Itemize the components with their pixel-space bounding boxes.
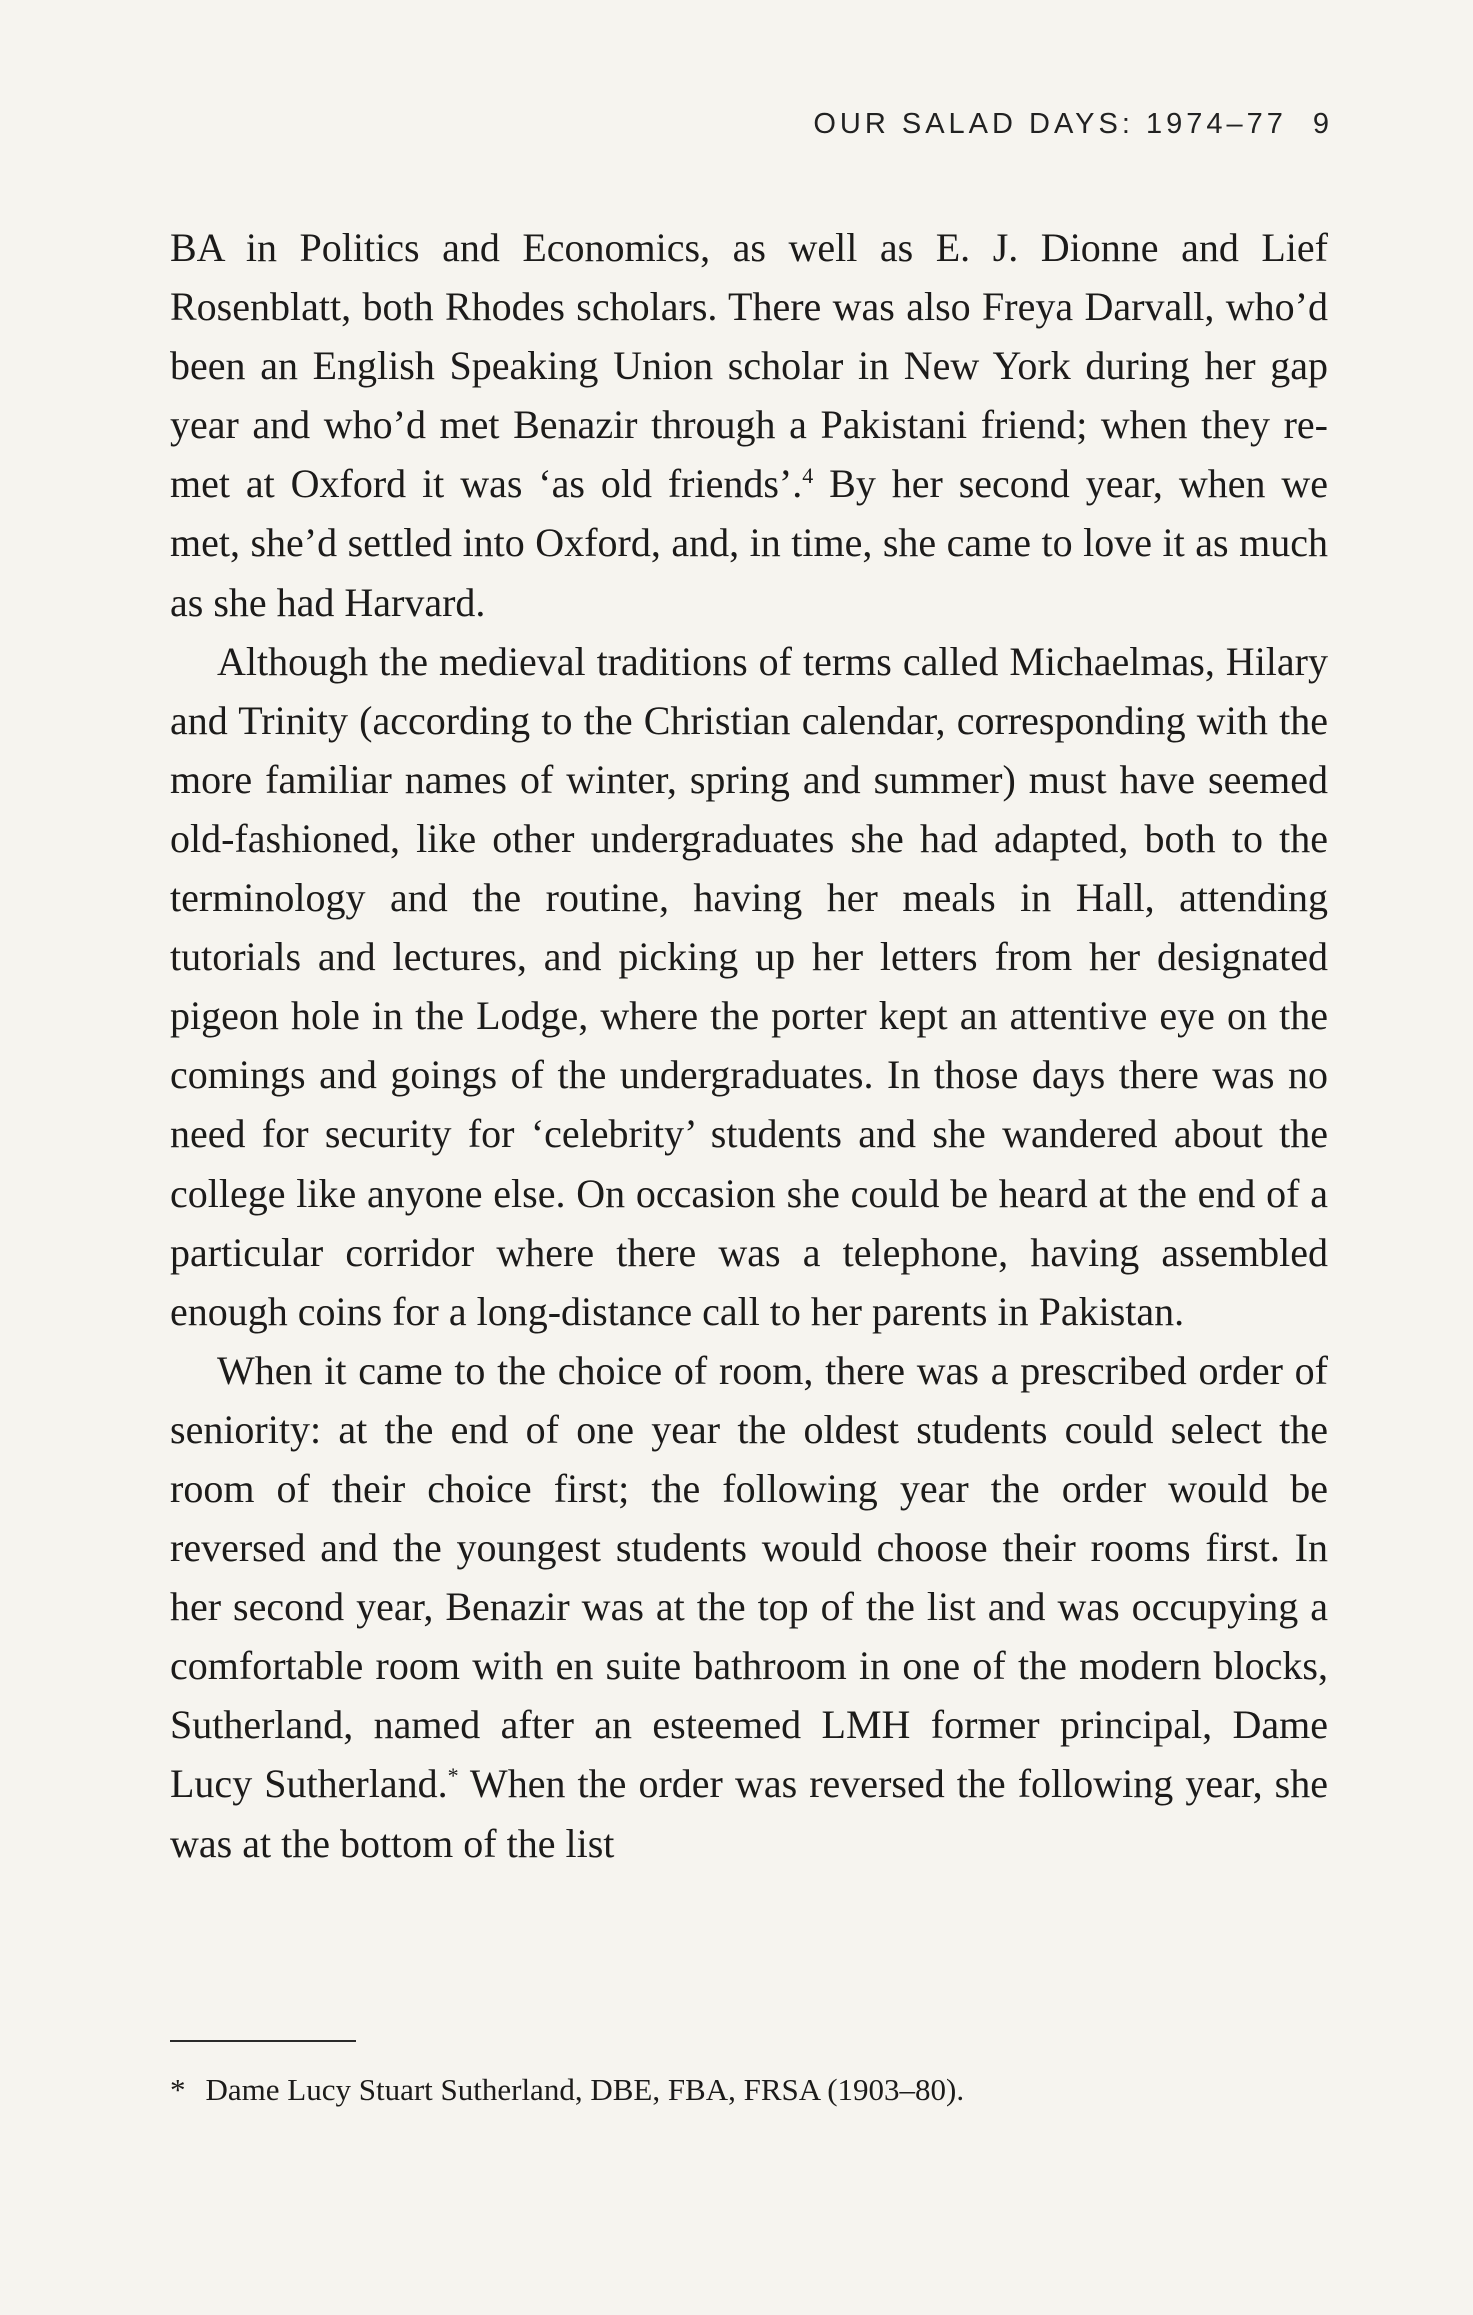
- body-text: [170, 218, 1328, 1873]
- paragraph-1-text-cont: By her second year, when we met, she’d settled into Oxford, and, in time, she came to love it as much as she had Harvard.: [170, 461, 1328, 625]
- paragraph-1: [170, 218, 1328, 632]
- footnote-text: Dame Lucy Stuart Sutherland, DBE, FBA, FRSA (1903–80).: [205, 2072, 965, 2107]
- paragraph-1-text: BA in Politics and Economics, as well as E. J. Dionne and Lief Rosenblatt, both Rhodes scholars. There was also Freya Darvall, who’d been an English Speaking Union scholar in New York during her gap year and who’d met Benazir through a Pakistani friend; when they re-met at Oxford it was ‘as old friends’.: [170, 225, 1328, 507]
- page-number: 9: [1312, 108, 1333, 140]
- note-reference-4: 4: [802, 463, 814, 489]
- paragraph-3: [170, 1341, 1328, 1873]
- paragraph-2: [170, 632, 1328, 1341]
- footnote-marker: *: [170, 2072, 186, 2107]
- paragraph-3-text: When it came to the choice of room, there was a prescribed order of seniority: at the end of one year the oldest students could select the room of their choice first; the following year the order would be reversed and the youngest students would choose their rooms first. In her second year, Benazir was at the top of the list and was occupying a comfortable room with en suite bathroom in one of the modern blocks, Sutherland, named after an esteemed LMH former principal, Dame Lucy Sutherland.: [170, 1347, 1328, 1807]
- footnote: [170, 2068, 1328, 2112]
- footnote-reference-star: *: [447, 1763, 459, 1789]
- paragraph-2-text: Although the medieval traditions of terms called Michaelmas, Hilary and Trinity (according to the Christian calendar, corresponding with the more familiar names of winter, spring and summer) must have seemed old-fashioned, like other undergraduates she had adapted, both to the terminology and the routine, having her meals in Hall, attending tutorials and lectures, and picking up her letters from her designated pigeon hole in the Lodge, where the porter kept an attentive eye on the comings and goings of the undergraduates. In those days there was no need for security for ‘celebrity’ students and she wandered about the college like anyone else. On occasion she could be heard at the end of a particular corridor where there was a telephone, having assembled enough coins for a long-distance call to her parents in Pakistan.: [170, 638, 1328, 1334]
- paragraph-3-text-cont: When the order was reversed the following year, she was at the bottom of the list: [170, 1761, 1328, 1866]
- running-head: [813, 108, 1333, 141]
- running-head-title: OUR SALAD DAYS: 1974–77: [813, 108, 1287, 140]
- footnote-rule: [170, 2040, 356, 2042]
